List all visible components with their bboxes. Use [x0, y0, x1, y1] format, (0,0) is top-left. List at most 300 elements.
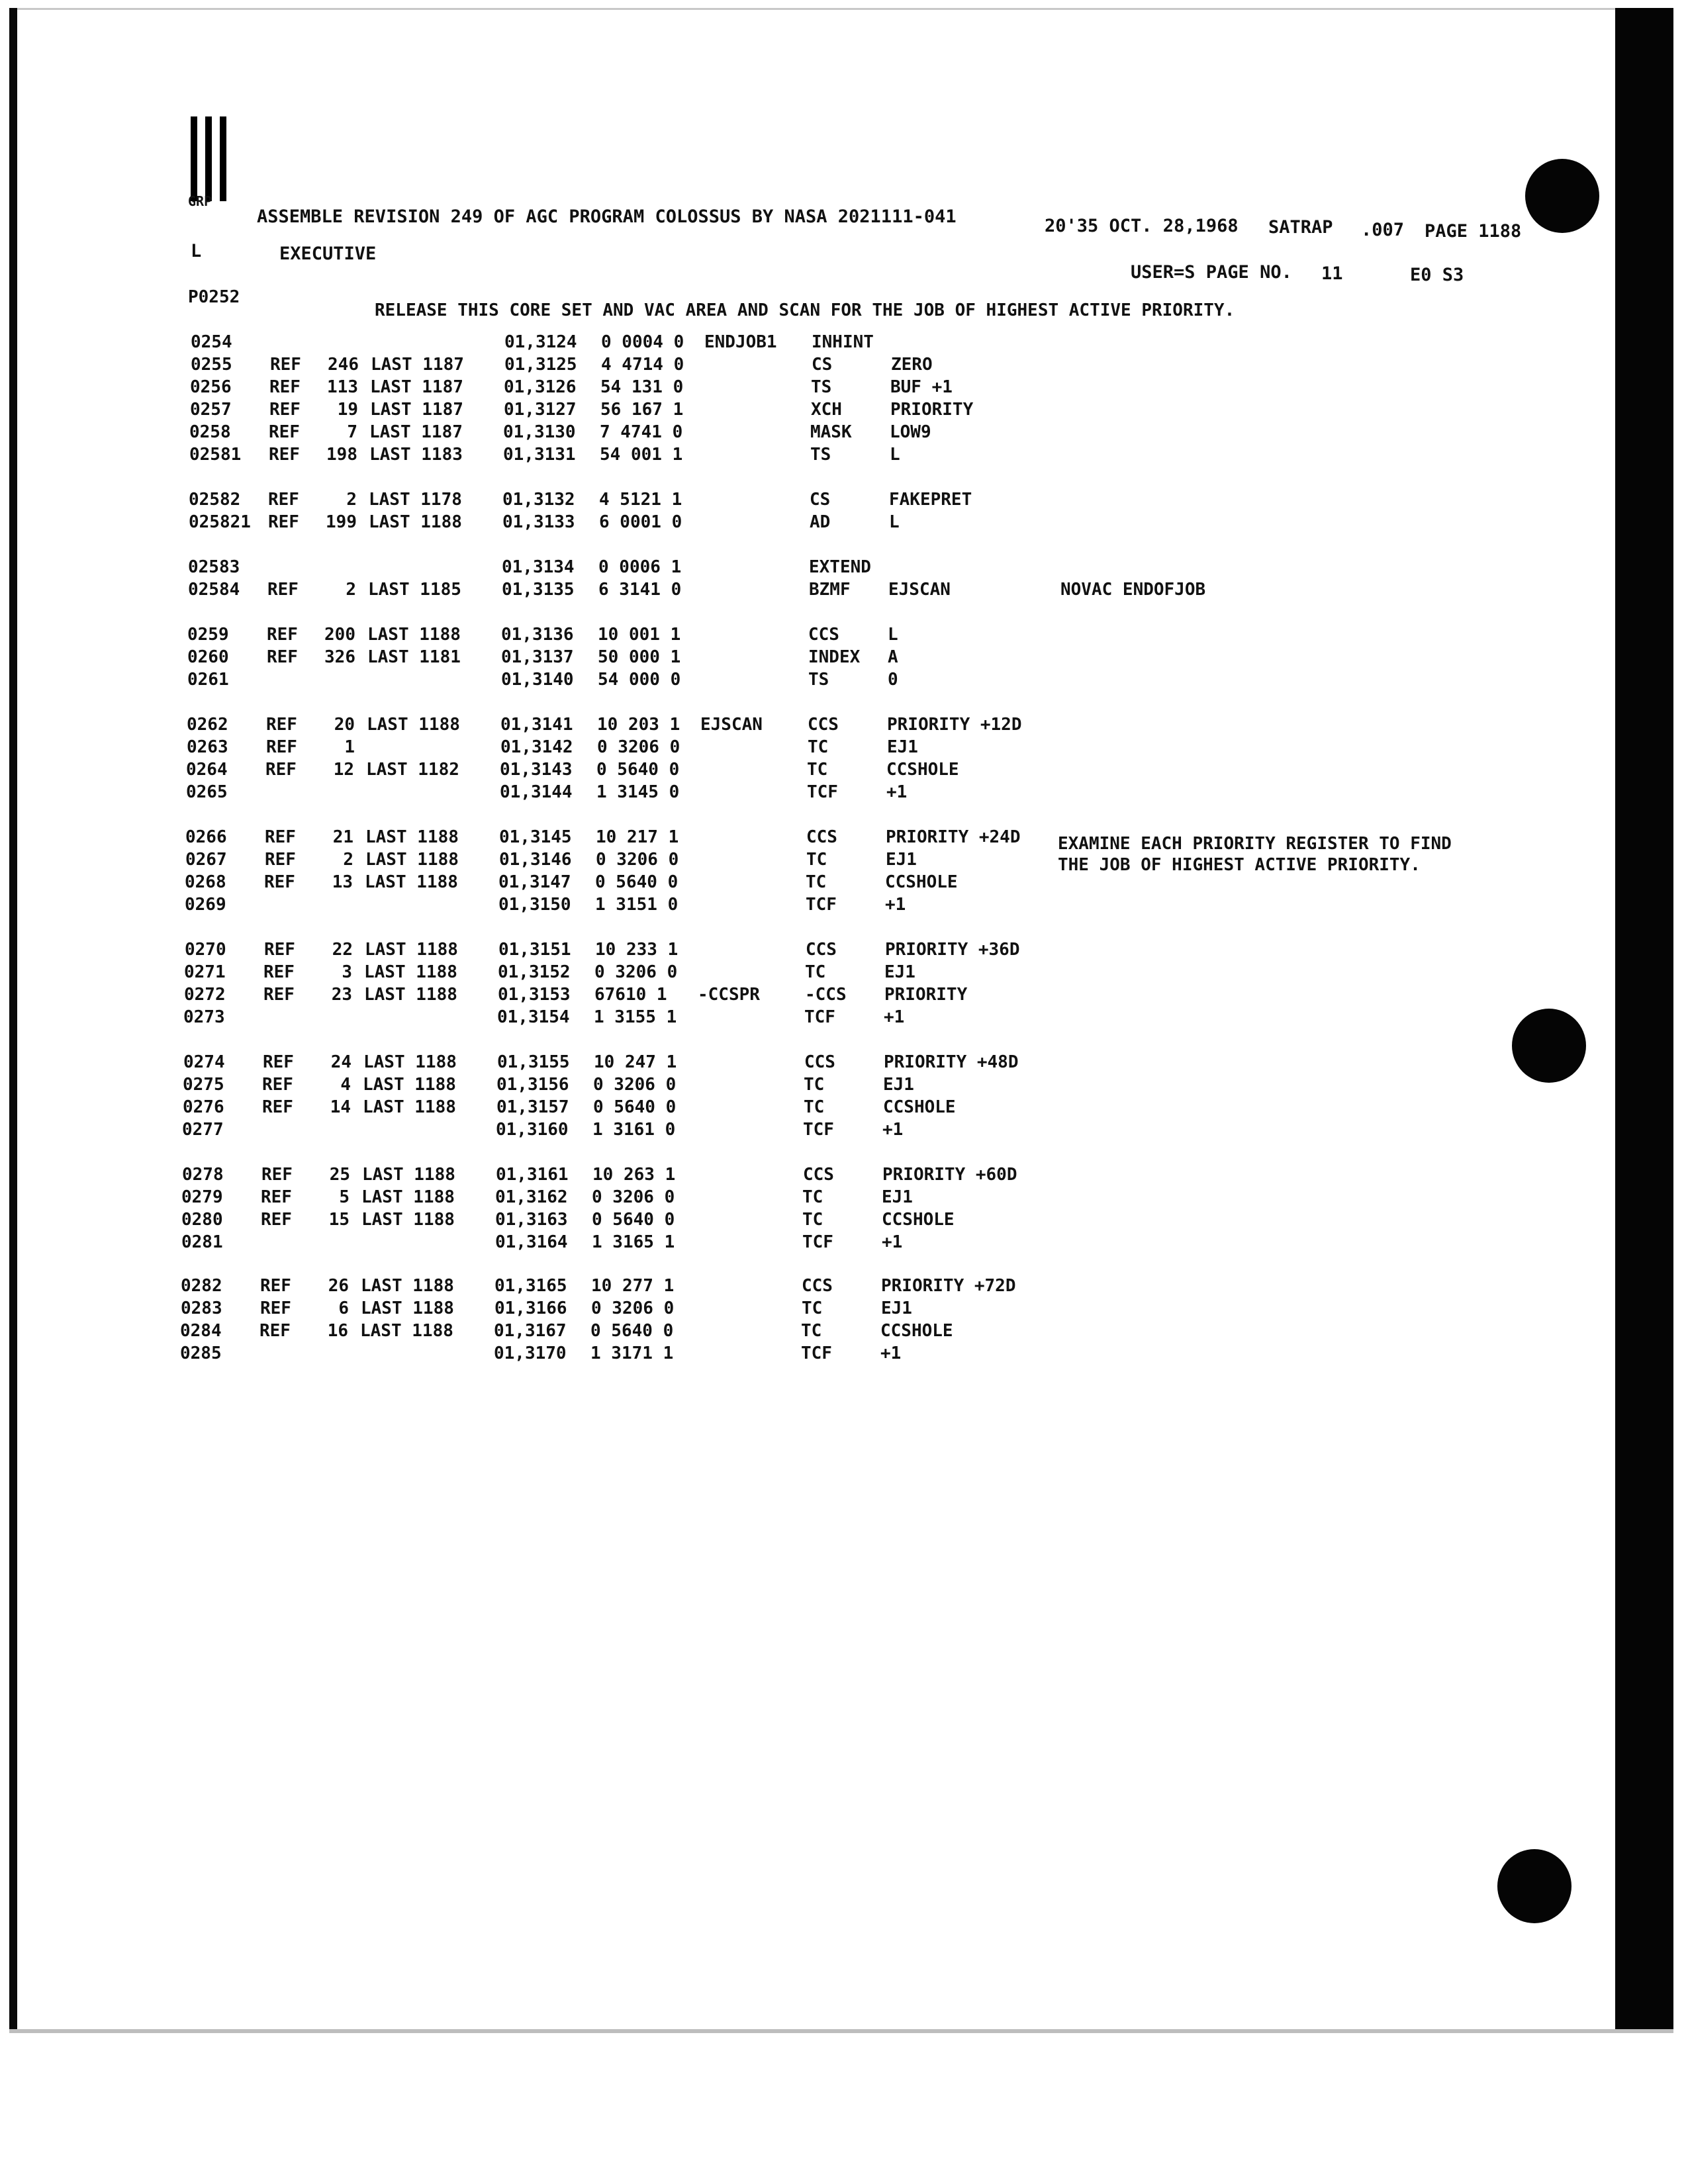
row-code: 7 4741 0 — [600, 422, 683, 442]
row-refn: 24 — [330, 1052, 352, 1072]
row-last: LAST 1188 — [367, 715, 460, 735]
row-refn: 113 — [327, 377, 358, 397]
row-operand: CCSHOLE — [886, 760, 959, 780]
row-operand: PRIORITY — [890, 400, 974, 420]
listing-row — [0, 715, 1519, 737]
row-op: EXTEND — [809, 557, 871, 577]
row-code: 10 203 1 — [597, 715, 680, 735]
row-ref: REF — [264, 940, 295, 960]
listing-row — [0, 782, 1518, 805]
row-op: CCS — [808, 625, 839, 645]
row-ref: REF — [269, 422, 300, 442]
row-code: 0 3206 0 — [593, 1075, 677, 1095]
row-operand: CCSHOLE — [883, 1097, 956, 1117]
row-operand: LOW9 — [890, 422, 931, 442]
row-last: LAST 1188 — [363, 1075, 456, 1095]
row-ref: REF — [262, 1075, 293, 1095]
row-code: 10 263 1 — [592, 1165, 676, 1185]
row-refn: 326 — [324, 647, 355, 667]
row-op: -CCS — [805, 985, 847, 1005]
listing-row — [0, 422, 1521, 445]
listing-row — [0, 670, 1519, 692]
row-last: LAST 1188 — [360, 1321, 453, 1341]
row-code: 56 167 1 — [600, 400, 684, 420]
row-op: TS — [811, 377, 832, 397]
row-addr: 01,3160 — [496, 1120, 569, 1140]
listing-row — [0, 445, 1521, 467]
row-addr: 01,3141 — [500, 715, 573, 735]
listing-row — [0, 737, 1519, 760]
user-page-number: 11 — [1321, 263, 1343, 284]
row-label: ENDJOB1 — [704, 332, 777, 352]
row-op: TC — [802, 1210, 823, 1230]
row-op: INDEX — [808, 647, 861, 667]
row-operand: EJ1 — [881, 1298, 912, 1318]
row-refn: 7 — [347, 422, 357, 442]
row-op: BZMF — [809, 580, 851, 600]
listing-row — [0, 1075, 1515, 1097]
row-code: 10 217 1 — [596, 827, 679, 847]
row-op: TCF — [802, 1232, 833, 1252]
row-op: MASK — [810, 422, 852, 442]
row-code: 54 001 1 — [600, 445, 683, 465]
row-ref: REF — [268, 512, 299, 532]
listing-row — [0, 557, 1520, 580]
row-operand: PRIORITY +60D — [882, 1165, 1017, 1185]
row-code: 0 5640 0 — [593, 1097, 677, 1117]
row-label: -CCSPR — [698, 985, 760, 1005]
row-addr: 01,3166 — [494, 1298, 567, 1318]
row-code: 0 5640 0 — [590, 1321, 674, 1341]
row-last: LAST 1187 — [370, 400, 463, 420]
row-operand: PRIORITY — [884, 985, 968, 1005]
row-operand: PRIORITY +36D — [885, 940, 1020, 960]
row-operand: EJ1 — [883, 1075, 914, 1095]
row-addr: 01,3145 — [499, 827, 572, 847]
row-ref: REF — [266, 715, 297, 735]
row-addr: 01,3153 — [498, 985, 571, 1005]
punch-hole-middle — [1512, 1009, 1586, 1083]
row-refn: 2 — [343, 850, 353, 870]
row-addr: 01,3161 — [496, 1165, 569, 1185]
listing-row — [0, 512, 1521, 535]
row-refn: 5 — [339, 1187, 350, 1207]
row-ref: REF — [270, 355, 301, 375]
row-last: LAST 1188 — [367, 625, 461, 645]
row-operand: PRIORITY +72D — [881, 1276, 1016, 1296]
row-op: TC — [805, 962, 826, 982]
row-last: LAST 1188 — [361, 1298, 454, 1318]
row-ref: REF — [269, 377, 301, 397]
row-seq: 0256 — [190, 377, 232, 397]
row-code: 1 3155 1 — [594, 1007, 677, 1027]
listing-row — [0, 1052, 1515, 1075]
punch-hole-bottom — [1497, 1849, 1571, 1923]
row-operand: +1 — [882, 1232, 903, 1252]
listing-row — [0, 962, 1516, 985]
row-refn: 2 — [346, 490, 357, 510]
row-seq: 0278 — [182, 1165, 224, 1185]
row-refn: 6 — [338, 1298, 349, 1318]
row-refn: 14 — [330, 1097, 351, 1117]
row-last: LAST 1187 — [369, 422, 463, 442]
row-refn: 4 — [340, 1075, 351, 1095]
row-code: 0 3206 0 — [597, 737, 680, 757]
row-code: 0 5640 0 — [595, 872, 679, 892]
row-op: TC — [807, 760, 828, 780]
row-seq: 0261 — [187, 670, 229, 690]
listing-row — [0, 490, 1521, 512]
row-last: LAST 1188 — [365, 940, 458, 960]
row-addr: 01,3157 — [496, 1097, 569, 1117]
row-code: 4 5121 1 — [599, 490, 682, 510]
intro-text: RELEASE THIS CORE SET AND VAC AREA AND SCAN FOR THE JOB OF HIGHEST ACTIVE PRIORITY. — [375, 300, 1235, 320]
row-refn: 199 — [326, 512, 357, 532]
row-addr: 01,3124 — [504, 332, 577, 352]
listing-row — [0, 355, 1523, 377]
row-label: EJSCAN — [700, 715, 763, 735]
row-addr: 01,3156 — [496, 1075, 569, 1095]
row-refn: 20 — [334, 715, 355, 735]
row-code: 10 277 1 — [591, 1276, 675, 1296]
listing-row — [0, 1097, 1515, 1120]
listing-row — [0, 1120, 1514, 1142]
row-code: 1 3145 0 — [596, 782, 680, 802]
listing-row — [0, 625, 1519, 647]
header-page: PAGE 1188 — [1425, 221, 1522, 242]
row-op: INHINT — [812, 332, 874, 352]
row-code: 1 3171 1 — [590, 1343, 674, 1363]
row-op: CCS — [808, 715, 839, 735]
row-op: TC — [801, 1321, 822, 1341]
row-addr: 01,3130 — [503, 422, 576, 442]
row-operand: CCSHOLE — [882, 1210, 955, 1230]
row-seq: 0264 — [186, 760, 228, 780]
row-op: TC — [804, 1097, 825, 1117]
row-ref: REF — [261, 1187, 292, 1207]
row-ref: REF — [261, 1210, 292, 1230]
row-code: 10 233 1 — [595, 940, 679, 960]
row-addr: 01,3140 — [501, 670, 574, 690]
listing-row — [0, 647, 1519, 670]
row-refn: 23 — [331, 985, 352, 1005]
row-operand: CCSHOLE — [885, 872, 958, 892]
row-addr: 01,3165 — [494, 1276, 567, 1296]
row-code: 0 0006 1 — [598, 557, 682, 577]
row-operand: +1 — [882, 1120, 904, 1140]
row-addr: 01,3167 — [494, 1321, 567, 1341]
section-name: EXECUTIVE — [279, 244, 377, 264]
row-addr: 01,3143 — [500, 760, 573, 780]
row-operand: PRIORITY +24D — [886, 827, 1021, 847]
header-code: E0 S3 — [1410, 265, 1464, 285]
row-last: LAST 1188 — [365, 872, 458, 892]
row-refn: 26 — [328, 1276, 349, 1296]
row-ref: REF — [269, 400, 301, 420]
row-addr: 01,3152 — [498, 962, 571, 982]
row-ref: REF — [263, 962, 295, 982]
header-mode: SATRAP — [1268, 217, 1333, 238]
row-last: LAST 1188 — [364, 985, 457, 1005]
row-operand: EJSCAN — [888, 580, 951, 600]
intro-seq: P0252 — [188, 287, 240, 307]
row-refn: 15 — [328, 1210, 350, 1230]
row-code: 54 131 0 — [600, 377, 684, 397]
row-last: LAST 1188 — [364, 962, 457, 982]
row-op: TCF — [807, 782, 838, 802]
row-seq: 0258 — [189, 422, 231, 442]
row-seq: 0265 — [186, 782, 228, 802]
row-ref: REF — [260, 1298, 291, 1318]
row-operand: EJ1 — [884, 962, 915, 982]
row-ref: REF — [263, 985, 295, 1005]
row-last: LAST 1187 — [370, 377, 463, 397]
row-addr: 01,3150 — [498, 895, 571, 915]
row-addr: 01,3133 — [502, 512, 575, 532]
row-operand: PRIORITY +12D — [887, 715, 1022, 735]
row-seq: 0281 — [181, 1232, 223, 1252]
row-last: LAST 1183 — [369, 445, 463, 465]
binder-marks — [191, 116, 230, 201]
row-operand: L — [889, 512, 900, 532]
row-code: 1 3151 0 — [595, 895, 679, 915]
header-title: ASSEMBLE REVISION 249 OF AGC PROGRAM COLOSSUS BY NASA 2021111-041 — [257, 206, 957, 227]
row-op: CS — [812, 355, 833, 375]
row-addr: 01,3127 — [504, 400, 577, 420]
row-addr: 01,3146 — [499, 850, 572, 870]
listing-row — [0, 872, 1517, 895]
row-code: 6 3141 0 — [598, 580, 682, 600]
row-op: TCF — [803, 1120, 834, 1140]
listing-row — [0, 400, 1522, 422]
row-ref: REF — [264, 872, 295, 892]
listing-row — [0, 760, 1518, 782]
row-addr: 01,3131 — [503, 445, 576, 465]
row-addr: 01,3155 — [497, 1052, 570, 1072]
listing-row — [0, 1210, 1513, 1232]
page-right-edge — [1615, 8, 1673, 2033]
user-page-label: USER=S PAGE NO. — [1131, 262, 1292, 283]
row-operand: FAKEPRET — [889, 490, 972, 510]
row-ref: REF — [269, 445, 300, 465]
row-seq: 0273 — [183, 1007, 225, 1027]
row-addr: 01,3163 — [495, 1210, 568, 1230]
row-code: 0 5640 0 — [596, 760, 680, 780]
row-addr: 01,3137 — [501, 647, 574, 667]
row-code: 1 3161 0 — [592, 1120, 676, 1140]
row-seq: 0277 — [182, 1120, 224, 1140]
row-op: TC — [806, 872, 827, 892]
listing-row — [0, 580, 1520, 602]
header-version: .007 — [1361, 220, 1405, 240]
row-seq: 0262 — [187, 715, 228, 735]
row-ref: REF — [265, 760, 297, 780]
row-op: CCS — [803, 1165, 834, 1185]
row-code: 0 3206 0 — [592, 1187, 675, 1207]
row-code: 10 247 1 — [594, 1052, 677, 1072]
row-ref: REF — [262, 1097, 293, 1117]
row-addr: 01,3162 — [495, 1187, 568, 1207]
row-seq: 0276 — [183, 1097, 224, 1117]
row-op: TCF — [801, 1343, 832, 1363]
row-seq: 0274 — [183, 1052, 225, 1072]
row-ref: REF — [263, 1052, 294, 1072]
row-op: TC — [808, 737, 829, 757]
row-code: 0 0004 0 — [601, 332, 684, 352]
row-seq: 0272 — [184, 985, 226, 1005]
row-seq: 0254 — [191, 332, 232, 352]
row-comment: THE JOB OF HIGHEST ACTIVE PRIORITY. — [1058, 855, 1421, 875]
row-seq: 0260 — [187, 647, 229, 667]
row-refn: 13 — [332, 872, 353, 892]
row-op: CS — [810, 490, 831, 510]
row-op: XCH — [811, 400, 842, 420]
row-ref: REF — [260, 1276, 291, 1296]
row-last: LAST 1188 — [362, 1165, 455, 1185]
listing-row — [0, 1187, 1513, 1210]
row-addr: 01,3170 — [494, 1343, 567, 1363]
row-op: CCS — [802, 1276, 833, 1296]
row-addr: 01,3154 — [497, 1007, 570, 1027]
row-operand: BUF +1 — [890, 377, 953, 397]
row-seq: 0284 — [180, 1321, 222, 1341]
row-comment: EXAMINE EACH PRIORITY REGISTER TO FIND — [1058, 834, 1452, 854]
row-addr: 01,3151 — [498, 940, 571, 960]
row-addr: 01,3144 — [500, 782, 573, 802]
row-code: 10 001 1 — [598, 625, 681, 645]
row-seq: 0269 — [185, 895, 226, 915]
row-addr: 01,3147 — [498, 872, 571, 892]
row-addr: 01,3126 — [504, 377, 577, 397]
row-addr: 01,3135 — [502, 580, 575, 600]
row-operand: +1 — [885, 895, 906, 915]
row-operand: EJ1 — [882, 1187, 913, 1207]
row-last: LAST 1188 — [365, 827, 459, 847]
row-refn: 3 — [342, 962, 352, 982]
row-addr: 01,3164 — [495, 1232, 568, 1252]
listing-row — [0, 1343, 1512, 1366]
header-mark: GRP — [188, 193, 212, 209]
row-seq: 0280 — [181, 1210, 223, 1230]
row-op: TS — [808, 670, 829, 690]
listing-row — [0, 1298, 1513, 1321]
row-last: LAST 1188 — [361, 1210, 455, 1230]
page-bottom-edge — [9, 2029, 1673, 2033]
row-addr: 01,3142 — [500, 737, 573, 757]
row-seq: 0282 — [181, 1276, 222, 1296]
row-last: LAST 1188 — [361, 1276, 454, 1296]
row-seq: 0283 — [181, 1298, 222, 1318]
row-refn: 246 — [328, 355, 359, 375]
row-addr: 01,3136 — [501, 625, 574, 645]
row-op: TC — [802, 1298, 823, 1318]
row-ref: REF — [261, 1165, 293, 1185]
row-seq: 0267 — [185, 850, 227, 870]
row-seq: 02583 — [188, 557, 240, 577]
listing-row — [0, 1007, 1515, 1030]
row-ref: REF — [267, 647, 298, 667]
row-code: 0 5640 0 — [592, 1210, 675, 1230]
row-seq: 0255 — [191, 355, 232, 375]
row-seq: 0285 — [180, 1343, 222, 1363]
punch-hole-top — [1525, 159, 1599, 233]
row-op: TC — [802, 1187, 823, 1207]
row-op: CCS — [806, 940, 837, 960]
row-comment: NOVAC ENDOFJOB — [1060, 580, 1206, 600]
row-last: LAST 1178 — [369, 490, 462, 510]
row-operand: +1 — [886, 782, 908, 802]
row-ref: REF — [267, 625, 298, 645]
row-last: LAST 1188 — [363, 1097, 456, 1117]
row-refn: 198 — [326, 445, 357, 465]
row-operand: +1 — [884, 1007, 905, 1027]
row-seq: 0257 — [190, 400, 232, 420]
row-refn: 25 — [329, 1165, 350, 1185]
row-refn: 16 — [327, 1321, 348, 1341]
row-seq: 0266 — [185, 827, 227, 847]
row-operand: EJ1 — [886, 850, 917, 870]
row-last: LAST 1182 — [366, 760, 459, 780]
row-op: CCS — [806, 827, 837, 847]
row-code: 54 000 0 — [598, 670, 681, 690]
row-code: 0 3206 0 — [591, 1298, 675, 1318]
row-ref: REF — [268, 490, 299, 510]
row-addr: 01,3134 — [502, 557, 575, 577]
row-last: LAST 1188 — [365, 850, 459, 870]
row-last: LAST 1188 — [369, 512, 462, 532]
row-operand: CCSHOLE — [880, 1321, 953, 1341]
row-code: 6 0001 0 — [599, 512, 682, 532]
row-op: TS — [810, 445, 831, 465]
row-refn: 2 — [346, 580, 356, 600]
row-operand: L — [888, 625, 898, 645]
row-code: 50 000 1 — [598, 647, 681, 667]
listing-row — [0, 985, 1516, 1007]
row-last: LAST 1188 — [361, 1187, 455, 1207]
row-ref: REF — [266, 737, 297, 757]
row-operand: PRIORITY +48D — [884, 1052, 1019, 1072]
row-op: TC — [806, 850, 827, 870]
log-marker: L — [191, 241, 202, 261]
row-seq: 0271 — [184, 962, 226, 982]
row-seq: 02584 — [188, 580, 240, 600]
listing-row — [0, 827, 1517, 854]
row-refn: 21 — [332, 827, 353, 847]
row-operand: ZERO — [891, 355, 933, 375]
row-last: LAST 1185 — [368, 580, 461, 600]
row-seq: 0275 — [183, 1075, 224, 1095]
row-addr: 01,3132 — [502, 490, 575, 510]
row-operand: EJ1 — [887, 737, 918, 757]
listing-row — [0, 1276, 1513, 1298]
row-operand: +1 — [880, 1343, 902, 1363]
listing-row — [0, 377, 1522, 400]
row-seq: 0279 — [181, 1187, 223, 1207]
row-operand: 0 — [888, 670, 898, 690]
row-seq: 02582 — [189, 490, 241, 510]
listing-row — [0, 895, 1517, 917]
listing-row — [0, 1321, 1512, 1343]
row-code: 0 3206 0 — [594, 962, 678, 982]
row-ref: REF — [259, 1321, 291, 1341]
row-op: TC — [804, 1075, 825, 1095]
row-ref: REF — [265, 827, 296, 847]
row-op: TCF — [806, 895, 837, 915]
row-refn: 1 — [344, 737, 355, 757]
listing-row — [0, 1165, 1514, 1187]
row-op: AD — [810, 512, 831, 532]
row-refn: 12 — [333, 760, 354, 780]
